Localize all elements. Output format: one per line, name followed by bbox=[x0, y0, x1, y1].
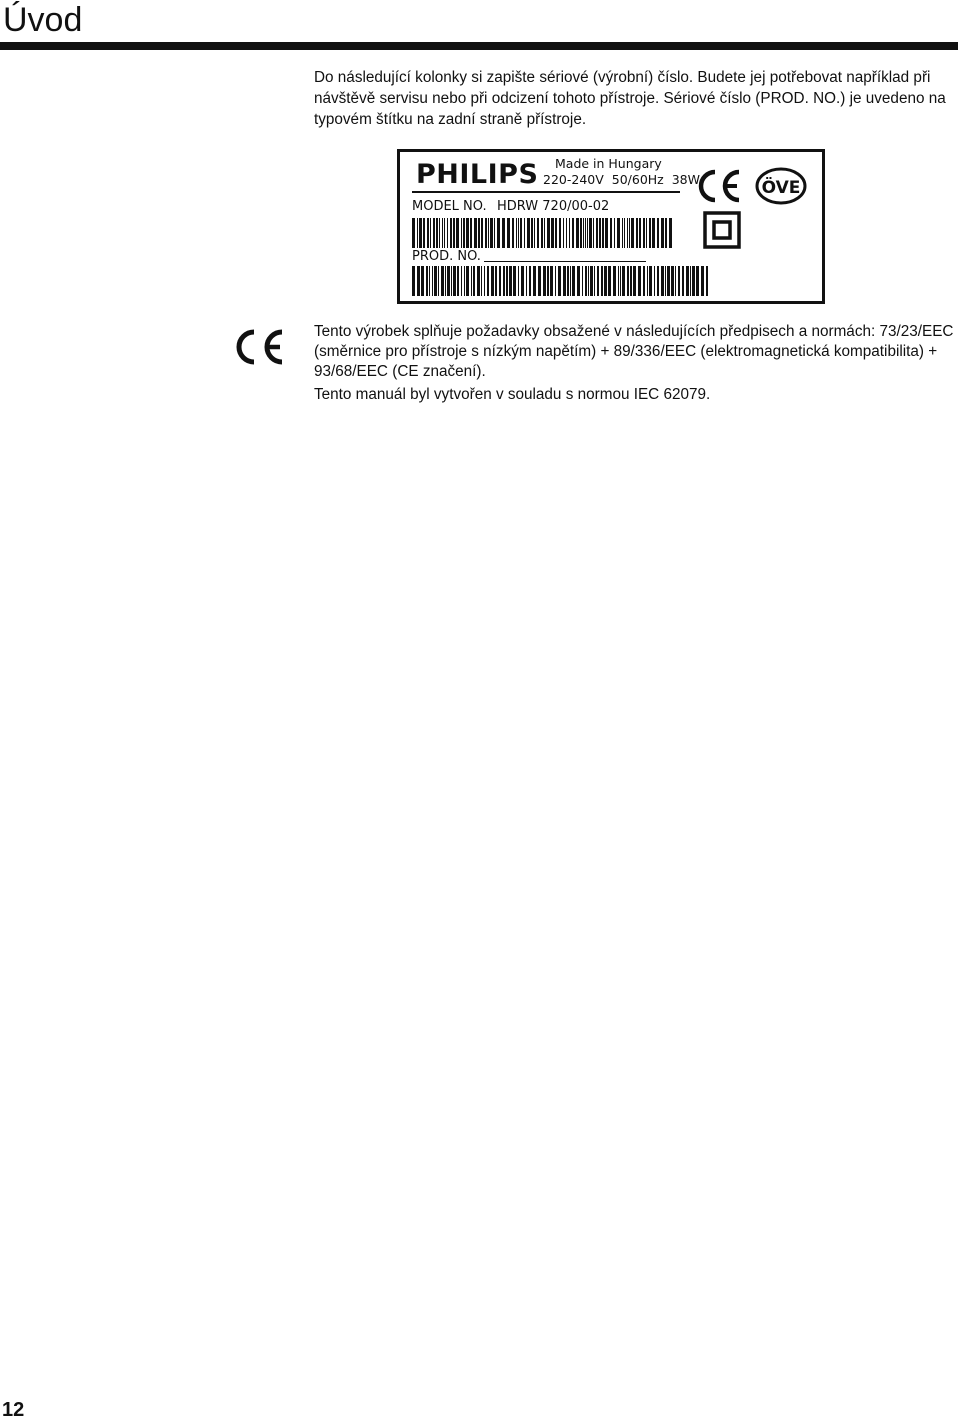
type-label bbox=[397, 149, 825, 304]
ce-mark-large-icon bbox=[232, 327, 288, 367]
label-rule bbox=[412, 191, 680, 193]
model-barcode bbox=[412, 218, 674, 248]
made-in-text: Made in Hungary bbox=[555, 156, 662, 171]
prod-number-label: PROD. NO. bbox=[412, 249, 481, 264]
prod-barcode bbox=[412, 266, 710, 296]
page-number: 12 bbox=[2, 1399, 25, 1421]
intro-paragraph: Do následující kolonky si zapište sériové (výrobní) číslo. Budete jej potřebovat například při návštěvě servisu nebo při odcizení tohoto přístroje. Sériové číslo (PROD. NO.) je uvedeno na typovém štítku na zadní straně přístroje. bbox=[314, 69, 946, 128]
ove-mark-icon bbox=[755, 166, 807, 206]
title-rule bbox=[0, 42, 958, 50]
double-insulation-icon bbox=[703, 211, 741, 249]
power-rating: 220-240V 50/60Hz 38W bbox=[543, 172, 700, 187]
ce-mark-icon bbox=[695, 168, 743, 204]
svg-text:ÖVE: ÖVE bbox=[761, 178, 801, 198]
brand-logo: PHILIPS bbox=[416, 159, 539, 190]
compliance-paragraph: Tento výrobek splňuje požadavky obsažené v následujících předpisech a normách: 73/23/EEC (směrnice pro přístroje s nízkým napětím) + 89/336/EEC (elektromagnetická kompatibilita) + 93/68/EEC (CE značení). bbox=[314, 323, 954, 380]
page-title: Úvod bbox=[3, 1, 83, 39]
iec-note: Tento manuál byl vytvořen v souladu s normou IEC 62079. bbox=[314, 386, 711, 403]
model-number-value: HDRW 720/00-02 bbox=[497, 199, 610, 214]
prod-number-line[interactable] bbox=[484, 261, 646, 262]
model-number-label: MODEL NO. bbox=[412, 199, 487, 214]
